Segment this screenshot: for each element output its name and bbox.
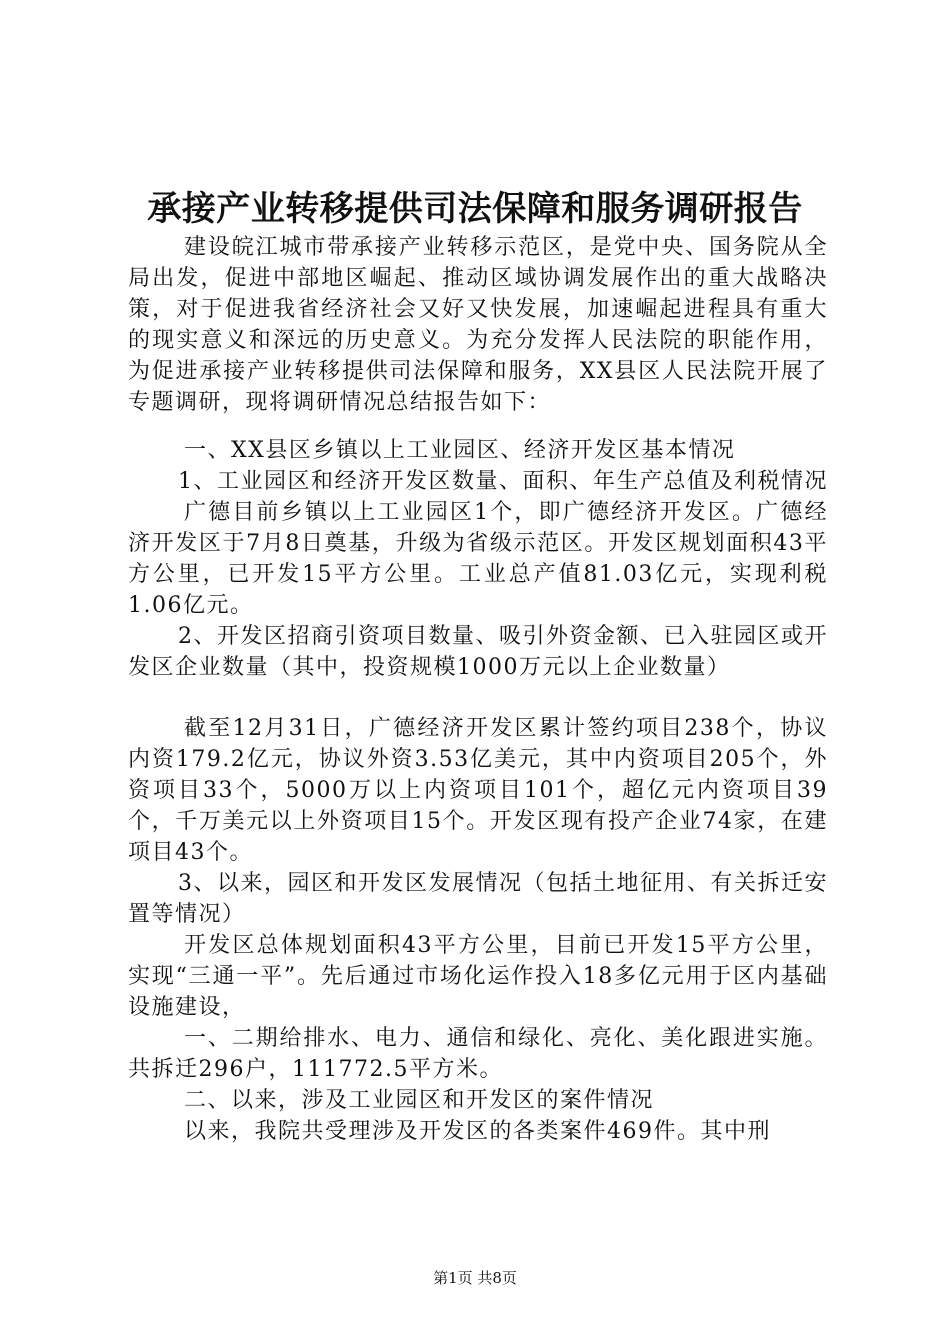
intro-paragraph: 建设皖江城市带承接产业转移示范区，是党中央、国务院从全局出发，促进中部地区崛起、推动区域协调发展作出的重大战略决策，对于促进我省经济社会又好又快发展，加速崛起进程具有重大的现实意义和深远的历史意义。为充分发挥人民法院的职能作用，为促进承接产业转移提供司法保障和服务，XX县区人民法院开展了专题调研，现将调研情况总结报告如下：	[128, 235, 828, 415]
paragraph-industrial-park: 广德目前乡镇以上工业园区1个，即广德经济开发区。广德经济开发区于7月8日奠基，升级为省级示范区。开发区规划面积43平方公里，已开发15平方公里。工业总产值81.03亿元，实现利税1.06亿元。	[128, 500, 828, 618]
document-title: 承接产业转移提供司法保障和服务调研报告	[147, 189, 803, 229]
paragraph-infrastructure: 一、二期给排水、电力、通信和绿化、亮化、美化跟进实施。共拆迁296户，111772.5平方米。	[128, 1026, 828, 1082]
paragraph-investment: 截至12月31日，广德经济开发区累计签约项目238个，协议内资179.2亿元，协议外资3.53亿美元，其中内资项目205个，外资项目33个，5000万以上内资项目101个，超亿元内资项目39个，千万美元以上外资项目15个。开发区现有投产企业74家，在建项目43个。	[128, 716, 828, 865]
subheading-1-2: 2、开发区招商引资项目数量、吸引外资金额、已入驻园区或开发区企业数量（其中，投资规模1000万元以上企业数量）	[128, 624, 828, 680]
subheading-1-1: 1、工业园区和经济开发区数量、面积、年生产总值及利税情况	[178, 469, 828, 494]
paragraph-cases: 以来，我院共受理涉及开发区的各类案件469件。其中刑	[184, 1119, 771, 1144]
paragraph-development: 开发区总体规划面积43平方公里，目前已开发15平方公里，实现“三通一平”。先后通过市场化运作投入18多亿元用于区内基础设施建设，	[128, 933, 828, 1020]
document-body	[128, 232, 828, 1147]
section-heading-2: 二、以来，涉及工业园区和开发区的案件情况	[184, 1088, 655, 1113]
section-heading-1: 一、XX县区乡镇以上工业园区、经济开发区基本情况	[184, 438, 736, 463]
subheading-1-3: 3、以来，园区和开发区发展情况（包括土地征用、有关拆迁安置等情况）	[128, 871, 828, 927]
page-number-footer: 第1页 共8页	[433, 1269, 517, 1287]
